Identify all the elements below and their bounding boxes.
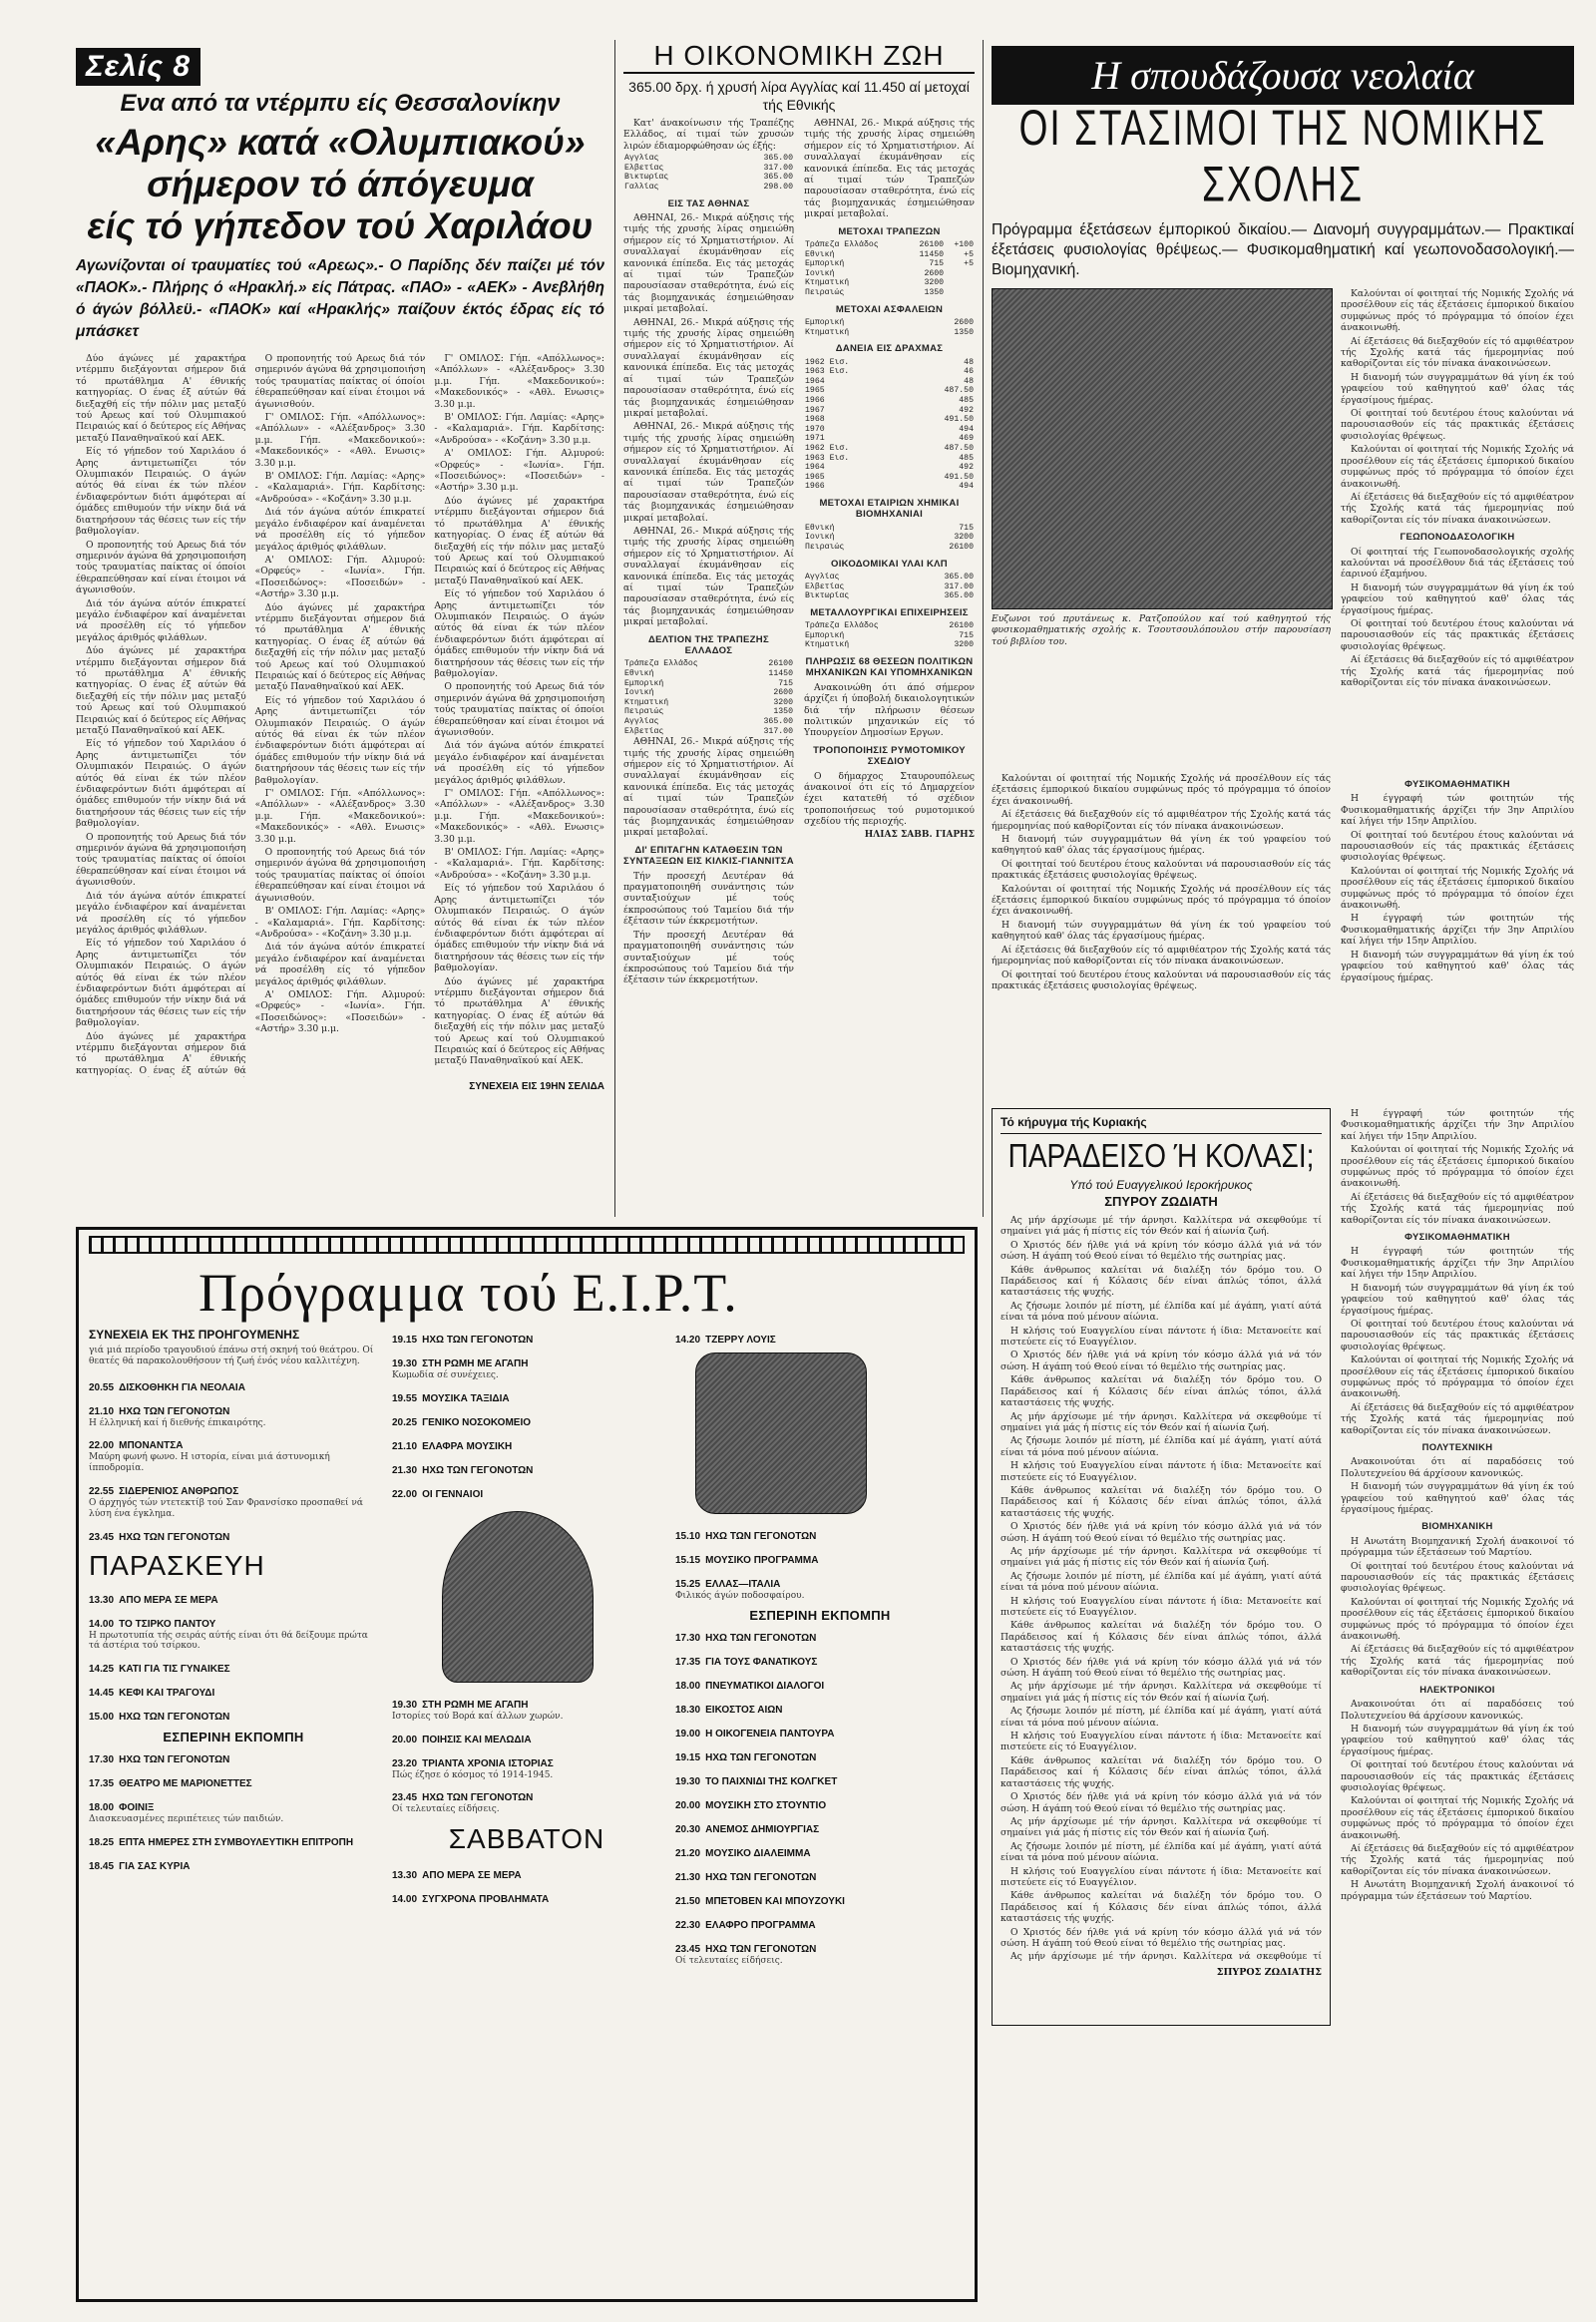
program-item: 19.30 ΣΤΗ ΡΩΜΗ ΜΕ ΑΓΑΠΗ Ιστορίες τού Βορά καί άλλων χωρών. — [392, 1699, 564, 1722]
youth-subhead: ΒΙΟΜΗΧΑΝΙΚΗ — [1421, 1521, 1493, 1533]
jobs-title: ΠΛΗΡΩΣΙΣ 68 ΘΕΣΕΩΝ ΠΟΛΙΤΙΚΩΝ ΜΗΧΑΝΙΚΩΝ ΚΑΙ ΥΠΟΜΗΧΑΝΙΚΩΝ — [805, 655, 974, 679]
youth-paragraph: Καλούνται οί φοιτηταί τής Νομικής Σχολής νά προσέλθουν είς τάς έξετάσεις έμπορικού δικαίου συμφώνως πρός τό πρόγραμμα τό όποίον έχει άνακοινωθή. — [1341, 288, 1574, 334]
economy-title: Η ΟΙΚΟΝΟΜΙΚΗ ΖΩΗ — [623, 40, 975, 74]
sports-paragraph: Ο προπονητής τού Αρεως διά τόν σημερινόν άγώνα θά χρησιμοποιήση τούς τραυματίας παίκτας οί όποίοι έθεραπεύθησαν καί είναι έτοιμοι νά άγωνισθούν. — [434, 681, 604, 738]
jobs-text: Ανακοινώθη ότι άπό σήμερον άρχίζει ή ύποβολή δικαιολογητικών διά τήν πλήρωσιν θέσεων πολιτικών μηχανικών είς τό Υπουργείον Δημοσίων Εργων. — [804, 681, 975, 739]
sermon-kicker: Τό κήρυγμα τής Κυριακής — [1000, 1115, 1322, 1134]
sermon-title: ΠΑΡΑΔΕΙΣΟ Ή ΚΟΛΑΣΙ; — [1007, 1136, 1315, 1174]
athens-head: ΕΙΣ ΤΑΣ ΑΘΗΝΑΣ — [667, 197, 750, 209]
issues-head: ΔΕΛΤΙΟΝ ΤΗΣ ΤΡΑΠΕΖΗΣ ΕΛΛΑΔΟΣ — [648, 633, 769, 657]
eirt-continued: ΣΥΝΕΧΕΙΑ ΕΚ ΤΗΣ ΠΡΟΗΓΟΥΜΕΝΗΣ — [89, 1328, 300, 1342]
plan-text: Ο δήμαρχος Σταυρουπόλεως άνακοινοί ότι είς τό Δημαρχείον έχει κατατεθή τό σχέδιον τροποποιήσεως τού ρυμοτομικού σχεδίου τής περιοχής. — [804, 770, 975, 828]
eirt-title: Πρόγραμμα τού Ε.Ι.Ρ.Τ. — [199, 1263, 738, 1323]
youth-section: Η σπουδάζουσα νεολαία ΟΙ ΣΤΑΣΙΜΟΙ ΤΗΣ ΝΟΜΙΚΗΣ ΣΧΟΛΗΣ Πρόγραμμα έξετάσεων έμπορικού δικαίου.— Διανομή συγγραμμάτων.— Πρακτικαί έξετάσεις φυσιολογίας θρέψεως.— Φυσικομαθηματική καί γεωπονοδασολογική.— Βιομηχανική. Ευζωνοι τού πρυτάνεως κ. Ρατζοπούλου καί τού καθηγητού τής φυσικομαθηματικής σχολής κ. Τσουτσουλόπουλου στήν παρουσίαση τού βιβλίου του. Καλούνται οί φοιτηταί τής Νομικής Σχολής νά προσέλθουν είς τάς έξετάσεις έμπορικού δικαίου συμφώνως πρός τό πρόγραμμα τό όποίον έχει άνακοινωθή. Αί έξετάσεις θά διεξαχθούν είς τό αμφιθέατρον τής Σχολής κατά τάς ήμερομηνίας πού καθορίζονται είς τόν πίνακα άνακοινώσεων. Η διανομή τών συγγραμμάτων θά γίνη έκ τού γραφείου τού καθηγητού καθ' όλας τάς έργασίμους ήμέρας. Οί φοιτηταί τού δευτέρου έτους καλούνται νά παρουσιασθούν είς τάς πρακτικάς έξετάσεις φυσιολογίας θρέψεως. Καλούνται οί φοιτηταί τής Νομικής Σχολής νά προσέλθουν είς τάς έξετάσεις έμπορικού δικαίου συμφώνως πρός τό πρόγραμμα τό όποίον έχει άνακοινωθή. Αί έξετάσεις θά διεξαχθούν είς τό αμφιθέατρον τής Σχολής κατά τάς ήμερομηνίας πού καθορίζονται είς τόν πίνακα άνακοινώσεων. ΓΕΩΠΟΝΟΔΑΣΟΛΟΓΙΚΗ Οί φοιτηταί τής Γεωπονοδασολογικής σχολής καλούνται νά προσέλθουν διά τάς έξετάσεις τού έαρινού έξαμήνου. Η διανομή τών συγγραμμάτων θά γίνη έκ τού γραφείου τού καθηγητού καθ' όλας τάς έργασίμους ήμέρας. Οί φοιτηταί τού δευτέρου έτους καλούνται νά παρουσιασθούν είς τάς πρακτικάς έξετάσεις φυσιολογίας θρέψεως. Αί έξετάσεις θά διεξαχθούν είς τό αμφιθέατρον τής Σχολής κατά τάς ήμερομηνίας πού καθορίζονται είς τόν πίνακα άνακοινώσεων. Καλούνται οί φοιτηταί τής Νομικής Σχολής νά προσέλθουν είς τάς έξετάσεις έμπορικού δικαίου συμφώνως πρός τό πρόγραμμα τό όποίον έχει άνακοινωθή. Αί έξετάσεις θά διεξαχθούν είς τό αμφιθέατρον τής Σχολής κατά τάς ήμερομηνίας πού καθορίζονται είς τόν πίνακα άνακοινώσεων. Η διανομή τών συγγραμμάτων θά γίνη έκ τού γραφείου τού καθηγητού καθ' όλας τάς έργασίμους ήμέρας. Οί φοιτηταί τού δευτέρου έτους καλούνται νά παρουσιασθούν είς τάς πρακτικάς έξετάσεις φυσιολογίας θρέψεως. Καλούνται οί φοιτηταί τής Νομικής Σχολής νά προσέλθουν είς τάς έξετάσεις έμπορικού δικαίου συμφώνως πρός τό πρόγραμμα τό όποίον έχει άνακοινωθή. Η διανομή τών συγγραμμάτων θά γίνη έκ τού γραφείου τού καθηγητού καθ' όλας τάς έργασίμους ήμέρας. Αί έξετάσεις θά διεξαχθούν είς τό αμφιθέατρον τής Σχολής κατά τάς ήμερομηνίας πού καθορίζονται είς τόν πίνακα άνακοινώσεων. Οί φοιτηταί τού δευτέρου έτους καλούνται νά παρουσιασθούν είς τάς πρακτικάς έξετάσεις φυσιολογίας θρέψεως. ΦΥΣΙΚΟΜΑΘΗΜΑΤΙΚΗ Η έγγραφή τών φοιτητών τής Φυσικομαθηματικής άρχίζει τήν 3ην Απριλίου καί λήγει τήν 15ην Απριλίου. Οί φοιτηταί τού δευτέρου έτους καλούνται νά παρουσιασθούν είς τάς πρακτικάς έξετάσεις φυσιολογίας θρέψεως. Καλούνται οί φοιτηταί τής Νομικής Σχολής νά προσέλθουν είς τάς έξετάσεις έμπορικού δικαίου συμφώνως πρός τό πρόγραμμα τό όποίον έχει άνακοινωθή. Η έγγραφή τών φοιτητών τής Φυσικομαθηματικής άρχίζει τήν 3ην Απριλίου καί λήγει τήν 15ην Απριλίου. Η διανομή τών συγγραμμάτων θά γίνη έκ τού γραφείου τού καθηγητού καθ' όλας τάς έργασίμους ήμέρας. Τό κήρυγμα τής Κυριακής ΠΑΡΑΔΕΙΣΟ Ή ΚΟΛΑΣΙ; Υπό τού Ευαγγελικού Ιεροκήρυκος ΣΠΥΡΟΥ ΖΩΔΙΑΤΗ Ας μήν άρχίσωμε μέ τήν άρνησι. Καλλίτερα νά σκεφθούμε τί σημαίνει γιά μάς ή πίστις είς τόν Θεόν καί ή αίωνία ζωή. Ο Χριστός δέν ήλθε γιά νά κρίνη τόν κόσμο άλλά γιά νά τόν σώση. Η άγάπη τού Θεού είναι τό θεμέλιο τής σωτηρίας μας. Κάθε άνθρωπος καλείται νά διαλέξη τόν δρόμο του. Ο Παράδεισος καί ή Κόλασις δέν είναι άπλώς τόποι, άλλά καταστάσεις τής ψυχής. Ας ζήσωμε λοιπόν μέ πίστη, μέ έλπίδα καί μέ άγάπη, γιατί αύτά είναι τά μόνα πού μένουν αίώνια. Η κλήσις τού Ευαγγελίου είναι πάντοτε ή ίδια: Μετανοείτε καί πιστεύετε είς τό Ευαγγέλιον. Ο Χριστός δέν ήλθε γιά νά κρίνη τόν κόσμο άλλά γιά νά τόν σώση. Η άγάπη τού Θεού είναι τό θεμέλιο τής σωτηρίας μας. Κάθε άνθρωπος καλείται νά διαλέξη τόν δρόμο του. Ο Παράδεισος καί ή Κόλασις δέν είναι άπλώς τόποι, άλλά καταστάσεις τής ψυχής. Ας μήν άρχίσωμε μέ τήν άρνησι. Καλλίτερα νά σκεφθούμε τί σημαίνει γιά μάς ή πίστις είς τόν Θεόν καί ή αίωνία ζωή. Ας ζήσωμε λοιπόν μέ πίστη, μέ έλπίδα καί μέ άγάπη, γιατί αύτά είναι τά μόνα πού μένουν αίώνια. Η κλήσις τού Ευαγγελίου είναι πάντοτε ή ίδια: Μετανοείτε καί πιστεύετε είς τό Ευαγγέλιον. Κάθε άνθρωπος καλείται νά διαλέξη τόν δρόμο του. Ο Παράδεισος καί ή Κόλασις δέν είναι άπλώς τόποι, άλλά καταστάσεις τής ψυχής. Ο Χριστός δέν ήλθε γιά νά κρίνη τόν κόσμο άλλά γιά νά τόν σώση. Η άγάπη τού Θεού είναι τό θεμέλιο τής σωτηρίας μας. Ας μήν άρχίσωμε μέ τήν άρνησι. Καλλίτερα νά σκεφθούμε τί σημαίνει γιά μάς ή πίστις είς τόν Θεόν καί ή αίωνία ζωή. Ας ζήσωμε λοιπόν μέ πίστη, μέ έλπίδα καί μέ άγάπη, γιατί αύτά είναι τά μόνα πού μένουν αίώνια. Η κλήσις τού Ευαγγελίου είναι πάντοτε ή ίδια: Μετανοείτε καί πιστεύετε είς τό Ευαγγέλιον. Κάθε άνθρωπος καλείται νά διαλέξη τόν δρόμο του. Ο Παράδεισος καί ή Κόλασις δέν είναι άπλώς τόποι, άλλά καταστάσεις τής ψυχής. Ο Χριστός δέν ήλθε γιά νά κρίνη τόν κόσμο άλλά γιά νά τόν σώση. Η άγάπη τού Θεού είναι τό θεμέλιο τής σωτηρίας μας. Ας μήν άρχίσωμε μέ τήν άρνησι. Καλλίτερα νά σκεφθούμε τί σημαίνει γιά μάς ή πίστις είς τόν Θεόν καί ή αίωνία ζωή. Ας ζήσωμε λοιπόν μέ πίστη, μέ έλπίδα καί μέ άγάπη, γιατί αύτά είναι τά μόνα πού μένουν αίώνια. Η κλήσις τού Ευαγγελίου είναι πάντοτε ή ίδια: Μετανοείτε καί πιστεύετε είς τό Ευαγγέλιον. Κάθε άνθρωπος καλείται νά διαλέξη τόν δρόμο του. Ο Παράδεισος καί ή Κόλασις δέν είναι άπλώς τόποι, άλλά καταστάσεις τής ψυχής. Ο Χριστός δέν ήλθε γιά νά κρίνη τόν κόσμο άλλά γιά νά τόν σώση. Η άγάπη τού Θεού είναι τό θεμέλιο τής σωτηρίας μας. Ας μήν άρχίσωμε μέ τήν άρνησι. Καλλίτερα νά σκεφθούμε τί σημαίνει γιά μάς ή πίστις είς τόν Θεόν καί ή αίωνία ζωή. Ας ζήσωμε λοιπόν μέ πίστη, μέ έλπίδα καί μέ άγάπη, γιατί αύτά είναι τά μόνα πού μένουν αίώνια. Η κλήσις τού Ευαγγελίου είναι πάντοτε ή ίδια: Μετανοείτε καί πιστεύετε είς τό Ευαγγέλιον. Κάθε άνθρωπος καλείται νά διαλέξη τόν δρόμο του. Ο Παράδεισος καί ή Κόλασις δέν είναι άπλώς τόποι, άλλά καταστάσεις τής ψυχής. Ο Χριστός δέν ήλθε γιά νά κρίνη τόν κόσμο άλλά γιά νά τόν σώση. Η άγάπη τού Θεού είναι τό θεμέλιο τής σωτηρίας μας. Ας μήν άρχίσωμε μέ τήν άρνησι. Καλλίτερα νά σκεφθούμε τί ΣΠΥΡΟΣ ΖΩΔΙΑΤΗΣ Η έγγραφή τών φοιτητών τής Φυσικομαθηματικής άρχίζει τήν 3ην Απριλίου καί λήγει τήν 15ην Απριλίου. Καλούνται οί φοιτηταί τής Νομικής Σχολής νά προσέλθουν είς τάς έξετάσεις έμπορικού δικαίου συμφώνως πρός τό πρόγραμμα τό όποίον έχει άνακοινωθή. Αί έξετάσεις θά διεξαχθούν είς τό αμφιθέατρον τής Σχολής κατά τάς ήμερομηνίας πού καθορίζονται είς τόν πίνακα άνακοινώσεων. ΦΥΣΙΚΟΜΑΘΗΜΑΤΙΚΗ Η έγγραφή τών φοιτητών τής Φυσικομαθηματικής άρχίζει τήν 3ην Απριλίου καί λήγει τήν 15ην Απριλίου. Η διανομή τών συγγραμμάτων θά γίνη έκ τού γραφείου τού καθηγητού καθ' όλας τάς έργασίμους ήμέρας. Οί φοιτηταί τού δευτέρου έτους καλούνται νά παρουσιασθούν είς τάς πρακτικάς έξετάσεις φυσιολογίας θρέψεως. Καλούνται οί φοιτηταί τής Νομικής Σχολής νά προσέλθουν είς τάς έξετάσεις έμπορικού δικαίου συμφώνως πρός τό πρόγραμμα τό όποίον έχει άνακοινωθή. Αί έξετάσεις θά διεξαχθούν είς τό αμφιθέατρον τής Σχολής κατά τάς ήμερομηνίας πού καθορίζονται είς τόν πίνακα άνακοινώσεων. ΠΟΛΥΤΕΧΝΙΚΗ Ανακοινούται ότι αί παραδόσεις τού Πολυτεχνείου θά άρχίσουν κανονικώς. Η διανομή τών συγγραμμάτων θά γίνη έκ τού γραφείου τού καθηγητού καθ' όλας τάς έργασίμους ήμέρας. ΒΙΟΜΗΧΑΝΙΚΗ Η Ανωτάτη Βιομηχανική Σχολή άνακοινοί τό πρόγραμμα τών έξετάσεων τού Μαρτίου. Οί φοιτηταί τού δευτέρου έτους καλούνται νά παρουσιασθούν είς τάς πρακτικάς έξετάσεις φυσιολογίας θρέψεως. Καλούνται οί φοιτηταί τής Νομικής Σχολής νά προσέλθουν είς τάς έξετάσεις έμπορικού δικαίου συμφώνως πρός τό πρόγραμμα τό όποίον έχει άνακοινωθή. Αί έξετάσεις θά διεξαχθούν είς τό αμφιθέατρον τής Σχολής κατά τάς ήμερομηνίας πού καθορίζονται είς τόν πίνακα άνακοινώσεων. ΗΛΕΚΤΡΟΝΙΚΟΙ Ανακοινούται ότι αί παραδόσεις τού Πολυτεχνείου θά άρχίσουν κανονικώς. Η διανομή τών συγγραμμάτων θά γίνη έκ τού γραφείου τού καθηγητού καθ' όλας τάς έργασίμους ήμέρας. Οί φοιτηταί τού δευτέρου έτους καλούνται νά παρουσιασθούν είς τάς πρακτικάς έξετάσεις φυσιολογίας θρέψεως. Καλούνται οί φοιτηταί τής Νομικής Σχολής νά προσέλθουν είς τάς έξετάσεις έμπορικού δικαίου συμφώνως πρός τό πρόγραμμα τό όποίον έχει άνακοινωθή. Αί έξετάσεις θά διεξαχθούν είς τό αμφιθέατρον τής Σχολής κατά τάς ήμερομηνίας πού καθορίζονται είς τόν πίνακα άνακοινώσεων. Η Ανωτάτη Βιομηχανική Σχολή άνακοινοί τό πρόγραμμα τών έξετάσεων τού Μαρτίου. — [992, 46, 1574, 2026]
sports-group: Α' ΟΜΙΛΟΣ: Γήπ. Αλμυρού: «Ορφεύς» - «Ιωνία». Γήπ. «Ποσειδώνος»: «Ποσειδών» - «Αστήρ» 3.30 μ.μ. — [254, 988, 426, 1035]
sports-group: Α' ΟΜΙΛΟΣ: Γήπ. Αλμυρού: «Ορφεύς» - «Ιωνία». Γήπ. «Ποσειδώνος»: «Ποσειδών» - «Αστήρ» 3.30 μ.μ. — [434, 448, 604, 494]
sermon-paragraph: Ας ζήσωμε λοιπόν μέ πίστη, μέ έλπίδα καί μέ άγάπη, γιατί αύτά είναι τά μόνα πού μένουν αίώνια. — [1000, 1300, 1322, 1324]
sermon-signature: ΣΠΥΡΟΣ ΖΩΔΙΑΤΗΣ — [1216, 1967, 1322, 1978]
youth-paragraph: Οί φοιτηταί τού δευτέρου έτους καλούνται νά παρουσιασθούν είς τάς πρακτικάς έξετάσεις φυσιολογίας θρέψεως. — [1341, 408, 1574, 442]
soldier-photo — [442, 1511, 594, 1683]
banks-head: ΜΕΤΟΧΑΙ ΤΡΑΠΕΖΩΝ — [838, 225, 941, 237]
program-item: 22.00 ΜΠΟΝΑΝΤΣΑ Μαύρη φωνή φωνο. Η ιστορία, είναι μιά άστυνομική ίπποδρομία. — [89, 1440, 330, 1474]
program-item: 15.25 ΕΛΛΑΣ—ΙΤΑΛΙΑ Φιλικός άγών ποδοσφαίρου. — [675, 1579, 805, 1601]
youth-paragraph: Η διανομή τών συγγραμμάτων θά γίνη έκ τού γραφείου τού καθηγητού καθ' όλας τάς έργασίμους ήμέρας. — [1341, 371, 1574, 406]
sports-group: Β' ΟΜΙΛΟΣ: Γήπ. Λαμίας: «Αρης» - «Καλαμαριά». Γήπ. Καρδίτσης: «Ανδρούσα» - «Κοζάνη» 3.30 μ.μ. — [434, 847, 604, 881]
chem-head: ΜΕΤΟΧΑΙ ΕΤΑΙΡΙΩΝ ΧΗΜΙΚΑΙ ΒΙΟΜΗΧΑΝΙΑΙ — [819, 497, 960, 521]
youth-subhead: ΦΥΣΙΚΟΜΑΘΗΜΑΤΙΚΗ — [1404, 1232, 1510, 1244]
sports-section — [76, 0, 604, 1092]
sermon-byline: Υπό τού Ευαγγελικού Ιεροκήρυκος — [1069, 1178, 1253, 1192]
sports-group: Γ' ΟΜΙΛΟΣ: Γήπ. «Απόλλωνος»: «Απόλλων» - «Αλέξανδρος» 3.30 μ.μ. Γήπ. «Μακεδονικού»: «Μακεδονικός» - «Αθλ. Ενωσις» 3.30 μ.μ. — [254, 788, 426, 845]
program-item: 22.55 ΣΙΔΕΡΕΝΙΟΣ ΑΝΘΡΩΠΟΣ Ο άρχηγός τών ντετεκτίβ τού Σαν Φρανσίσκο προσπαθεί νά λύση ένα έγκλημα. — [89, 1485, 363, 1519]
sports-paragraph: Δύο άγώνες μέ χαρακτήρα ντέρμπυ διεξάγονται σήμερον διά τό πρωτάθλημα Α' έθνικής κατηγορίας. Ο ένας έξ αύτών θά διεξαχθή είς τήν πόλιν μας μεταξύ τού Αρεως καί τού Ολυμπιακού Πειραιώς καί ό δεύτερος είς Αθήνας μεταξύ Παναθηναϊκού καί ΑΕΚ. — [76, 353, 246, 444]
program-item: 13.30 ΑΠΟ ΜΕΡΑ ΣΕ ΜΕΡΑ — [89, 1594, 218, 1606]
program-item: 18.25 ΕΠΤΑ ΗΜΕΡΕΣ ΣΤΗ ΣΥΜΒΟΥΛΕΥΤΙΚΗ ΕΠΙΤΡΟΠΗ — [89, 1836, 354, 1848]
sports-paragraph: Είς τό γήπεδον τού Χαριλάου ό Αρης άντιμετωπίζει τόν Ολυμπιακόν Πειραιώς. Ο άγών αύτός θά είναι έκ τών πλέον ένδιαφερόντων διότι άμφότεραι αί όμάδες επιθυμούν τήν νίκην διά νά διατηρήσουν τάς θέσεις των είς τήν βαθμολογίαν. — [76, 446, 246, 538]
program-item: 19.30 ΤΟ ΠΑΙΧΝΙΔΙ ΤΗΣ ΚΟΛΓΚΕΤ — [675, 1775, 838, 1787]
youth-paragraph: Καλούνται οί φοιτηταί τής Νομικής Σχολής νά προσέλθουν είς τάς έξετάσεις έμπορικού δικαίου συμφώνως πρός τό πρόγραμμα τό όποίον έχει άνακοινωθή. — [1341, 444, 1574, 490]
program-item: 18.00 ΠΝΕΥΜΑΤΙΚΟΙ ΔΙΑΛΟΓΟΙ — [675, 1680, 825, 1692]
program-item: 23.45 ΗΧΩ ΤΩΝ ΓΕΓΟΝΟΤΩΝ Οί τελευταίες είδήσεις. — [675, 1943, 817, 1966]
evening-head: ΕΣΠΕΡΙΝΗ ΕΚΠΟΜΠΗ — [749, 1607, 891, 1623]
youth-banner: Η σπουδάζουσα νεολαία — [992, 46, 1574, 105]
program-item: 14.20 ΤΖΕΡΡΥ ΛΟΥΙΣ — [675, 1335, 776, 1346]
sports-paragraph: Διά τόν άγώνα αύτόν έπικρατεί μεγάλο ένδιαφέρον καί άναμένεται νά προσέλθη είς τό γήπεδον μεγάλος άριθμός φιλάθλων. — [76, 890, 246, 936]
loans-head: ΔΑΝΕΙΑ ΕΙΣ ΔΡΑΧΜΑΣ — [835, 343, 944, 355]
headline-line-1: «Αρης» κατά «Ολυμπιακού» — [95, 122, 586, 163]
program-item: 19.00 Η ΟΙΚΟΓΕΝΕΙΑ ΠΑΝΤΟΥΡΑ — [675, 1728, 835, 1740]
notice-text: Τήν προσεχή Δευτέραν θά πραγματοποιηθή συνάντησις τών συνταξιούχων μέ τούς έκπροσώπους τού Ταμείου διά τήν έξέτασιν τών έκκρεμοτήτων. — [623, 870, 794, 928]
sports-paragraph: Ο προπονητής τού Αρεως διά τόν σημερινόν άγώνα θά χρησιμοποιήση τούς τραυματίας παίκτας οί όποίοι έθεραπεύθησαν καί είναι έτοιμοι νά άγωνισθούν. — [76, 539, 246, 596]
program-item: 14.00 ΣΥΓΧΡΟΝΑ ΠΡΟΒΛΗΜΑΤΑ — [392, 1894, 550, 1906]
sports-paragraph: Δύο άγώνες μέ χαρακτήρα ντέρμπυ διεξάγονται σήμερον διά τό πρωτάθλημα Α' έθνικής κατηγορίας. Ο ένας έξ αύτών θά διεξαχθή είς τήν πόλιν μας μεταξύ τού Αρεως καί τού Ολυμπιακού Πειραιώς καί ό δεύτερος είς Αθήνας μεταξύ Παναθηναϊκού καί ΑΕΚ. — [76, 645, 246, 736]
economy-subtitle: 365.00 δρχ. ή χρυσή λίρα Αγγλίας καί 11.450 αί μετοχαί τής Εθνικής — [628, 79, 970, 113]
program-item: 19.15 ΗΧΩ ΤΩΝ ΓΕΓΟΝΟΤΩΝ — [392, 1335, 534, 1346]
program-item: 21.10 ΗΧΩ ΤΩΝ ΓΕΓΟΝΟΤΩΝ Η έλληνική καί ή διεθνής έπικαιρότης. — [89, 1405, 266, 1428]
youth-deck: Πρόγραμμα έξετάσεων έμπορικού δικαίου.— Διανομή συγγραμμάτων.— Πρακτικαί έξετάσεις φυσιολογίας θρέψεως.— Φυσικομαθηματική καί γεωπονοδασολογική.— Βιομηχανική. — [992, 221, 1574, 278]
photo-caption: Ευζωνοι τού πρυτάνεως κ. Ρατζοπούλου καί τού καθηγητού τής φυσικομαθηματικής σχολής κ. Τσουτσουλόπουλου στήν παρουσίαση τού βιβλίου του. — [992, 613, 1331, 647]
program-item: 14.45 ΚΕΦΙ ΚΑΙ ΤΡΑΓΟΥΔΙ — [89, 1688, 215, 1700]
sports-headline — [76, 122, 604, 247]
sports-paragraph: Διά τόν άγώνα αύτόν έπικρατεί μεγάλο ένδιαφέρον καί άναμένεται νά προσέλθη είς τό γήπεδον μεγάλος άριθμός φιλάθλων. — [254, 942, 426, 987]
sermon-paragraph: Η κλήσις τού Ευαγγελίου είναι πάντοτε ή ίδια: Μετανοείτε καί πιστεύετε είς τό Ευαγγέλιον. — [1000, 1325, 1322, 1349]
program-item: 15.15 ΜΟΥΣΙΚΟ ΠΡΟΓΡΑΜΜΑ — [675, 1555, 819, 1566]
athens-text: ΑΘΗΝΑΙ, 26.- Μικρά αύξησις τής τιμής τής χρυσής λίρας σημειώθη σήμερον είς τό Χρηματιστήριον. Αί συναλλαγαί έκυμάνθησαν είς κανονικά έπίπεδα. Εις τάς μετοχάς αί τιμαί τών Τραπεζών παρουσίασαν σταθερότητα, ένώ είς τάς βιομηχανικάς έσημειώθησαν μικραί μεταβολαί. — [623, 212, 794, 315]
program-item: 17.30 ΗΧΩ ΤΩΝ ΓΕΓΟΝΟΤΩΝ — [675, 1632, 817, 1644]
program-item: 23.45 ΗΧΩ ΤΩΝ ΓΕΓΟΝΟΤΩΝ Οί τελευταίες είδήσεις. — [392, 1792, 534, 1815]
program-item: 23.45 ΗΧΩ ΤΩΝ ΓΕΓΟΝΟΤΩΝ — [89, 1531, 230, 1543]
sports-paragraph: Ο προπονητής τού Αρεως διά τόν σημερινόν άγώνα θά χρησιμοποιήση τούς τραυματίας παίκτας οί όποίοι έθεραπεύθησαν καί είναι έτοιμοι νά άγωνισθούν. — [254, 847, 426, 904]
sports-kicker: Ενα από τα ντέρμπυ είς Θεσσαλονίκην — [120, 90, 561, 117]
program-item: 20.25 ΓΕΝΙΚΟ ΝΟΣΟΚΟΜΕΙΟ — [392, 1416, 532, 1428]
program-item: 14.00 ΤΟ ΤΣΙΡΚΟ ΠΑΝΤΟΥ Η πρωτοτυπία τής σειράς αύτής είναι ότι θά δείξουμε πρώτα τά άστέρια τού τσίρκου. — [89, 1618, 368, 1652]
sports-paragraph: Δύο άγώνες μέ χαρακτήρα ντέρμπυ διεξάγονται σήμερον διά τό πρωτάθλημα Α' έθνικής κατηγορίας. Ο ένας έξ αύτών θά διεξαχθή είς τήν πόλιν μας μεταξύ τού Αρεως καί τού Ολυμπιακού Πειραιώς καί ό δεύτερος είς Αθήνας μεταξύ Παναθηναϊκού καί ΑΕΚ. — [434, 975, 604, 1067]
program-item: 21.20 ΜΟΥΣΙΚΟ ΔΙΑΛΕΙΜΜΑ — [675, 1847, 811, 1859]
sports-paragraph: Ο προπονητής τού Αρεως διά τόν σημερινόν άγώνα θά χρησιμοποιήση τούς τραυματίας παίκτας οί όποίοι έθεραπεύθησαν καί είναι έτοιμοι νά άγωνισθούν. — [254, 353, 426, 410]
sports-deck: Αγωνίζονται οί τραυματίες τού «Αρεως».- Ο Παρίδης δέν παίζει μέ τόν «ΠΑΟΚ».- Πλήρης ό «Ηρακλή.» είς Πάτρας. «ΠΑΟ» - «ΑΕΚ» - Ανεβλήθη ό άγών βόλλεϋ.- «ΠΑΟΚ» καί «Ηρακλής» παίζουν έκτός έδρας είς τό μπάσκετ — [76, 257, 604, 340]
sports-group: Α' ΟΜΙΛΟΣ: Γήπ. Αλμυρού: «Ορφεύς» - «Ιωνία». Γήπ. «Ποσειδώνος»: «Ποσειδών» - «Αστήρ» 3.30 μ.μ. — [254, 554, 426, 600]
day-friday: ΠΑΡΑΣΚΕΥΗ — [89, 1549, 265, 1581]
plan-title: ΤΡΟΠΟΠΟΙΗΣΙΣ ΡΥΜΟΤΟΜΙΚΟΥ ΣΧΕΔΙΟΥ — [813, 744, 966, 768]
program-item: 22.30 ΕΛΑΦΡΟ ΠΡΟΓΡΑΜΜΑ — [675, 1919, 816, 1931]
youth-paragraph: Αί έξετάσεις θά διεξαχθούν είς τό αμφιθέατρον τής Σχολής κατά τάς ήμερομηνίας πού καθορίζονται είς τόν πίνακα άνακοινώσεων. — [1341, 335, 1574, 370]
youth-subhead: ΠΟΛΥΤΕΧΝΙΚΗ — [1421, 1441, 1493, 1453]
sports-group: Β' ΟΜΙΛΟΣ: Γήπ. Λαμίας: «Αρης» - «Καλαμαριά». Γήπ. Καρδίτσης: «Ανδρούσα» - «Κοζάνη» 3.30 μ.μ. — [434, 412, 604, 446]
sports-paragraph: Δύο άγώνες μέ χαρακτήρα ντέρμπυ διεξάγονται σήμερον διά τό πρωτάθλημα Α' έθνικής κατηγορίας. Ο ένας έξ αύτών θά — [76, 1030, 246, 1076]
youth-subhead: ΓΕΩΠΟΝΟΔΑΣΟΛΟΓΙΚΗ — [1399, 532, 1515, 544]
sermon-paragraph: Ο Χριστός δέν ήλθε γιά νά κρίνη τόν κόσμο άλλά γιά νά τόν σώση. Η άγάπη τού Θεού είναι τό θεμέλιο τής σωτηρίας μας. — [1000, 1239, 1322, 1263]
program-item: 19.15 ΗΧΩ ΤΩΝ ΓΕΓΟΝΟΤΩΝ — [675, 1751, 817, 1763]
sports-paragraph: Είς τό γήπεδον τού Χαριλάου ό Αρης άντιμετωπίζει τόν Ολυμπιακόν Πειραιώς. Ο άγών αύτός θά είναι έκ τών πλέον ένδιαφερόντων διότι άμφότεραι αί όμάδες επιθυμούν τήν νίκην διά νά διατηρήσουν τάς θέσεις των είς τήν βαθμολογίαν. — [76, 738, 246, 830]
sports-paragraph: Είς τό γήπεδον τού Χαριλάου ό Αρης άντιμετωπίζει τόν Ολυμπιακόν Πειραιώς. Ο άγών αύτός θά είναι έκ τών πλέον ένδιαφερόντων διότι άμφότεραι αί όμάδες επιθυμούν τήν νίκην διά νά διατηρήσουν τάς θέσεις των είς τήν βαθμολογίαν. — [254, 694, 426, 786]
program-item: 14.25 ΚΑΤΙ ΓΙΑ ΤΙΣ ΓΥΝΑΙΚΕΣ — [89, 1664, 230, 1676]
sports-paragraph: Είς τό γήπεδον τού Χαριλάου ό Αρης άντιμετωπίζει τόν Ολυμπιακόν Πειραιώς. Ο άγών αύτός θά είναι έκ τών πλέον ένδιαφερόντων διότι άμφότεραι αί όμάδες επιθυμούν τήν νίκην διά νά διατηρήσουν τάς θέσεις των είς τήν βαθμολογίαν. — [76, 938, 246, 1029]
sports-group: Γ' ΟΜΙΛΟΣ: Γήπ. «Απόλλωνος»: «Απόλλων» - «Αλέξανδρος» 3.30 μ.μ. Γήπ. «Μακεδονικού»: «Μακεδονικός» - «Αθλ. Ενωσις» 3.30 μ.μ. — [434, 353, 604, 410]
program-item: 15.00 ΗΧΩ ΤΩΝ ΓΕΓΟΝΟΤΩΝ — [89, 1712, 230, 1724]
insurance-head: ΜΕΤΟΧΑΙ ΑΣΦΑΛΕΙΩΝ — [835, 303, 944, 315]
issues-table: Τράπεζα Ελλάδος 26100 Εθνική 11450 Εμπορική 715 Ιονική 2600 Κτηματική 3200 Πειραιώς 1350 Αγγλίας 365.00 Ελβετίας 317.00 — [624, 659, 793, 736]
program-item: 20.00 ΠΟΙΗΣΙΣ ΚΑΙ ΜΕΛΩΔΙΑ — [392, 1734, 532, 1745]
sermon-paragraph: Κάθε άνθρωπος καλείται νά διαλέξη τόν δρόμο του. Ο Παράδεισος καί ή Κόλασις δέν είναι άπλώς τόποι, άλλά καταστάσεις τής ψυχής. — [1000, 1264, 1322, 1299]
day-saturday: ΣΑΒΒΑΤΟΝ — [448, 1823, 605, 1855]
sports-paragraph: Ο προπονητής τού Αρεως διά τόν σημερινόν άγώνα θά χρησιμοποιήση τούς τραυματίας παίκτας οί όποίοι έθεραπεύθησαν καί είναι έτοιμοι νά άγωνισθούν. — [76, 831, 246, 889]
sports-body — [76, 353, 604, 1077]
program-item: 15.10 ΗΧΩ ΤΩΝ ΓΕΓΟΝΟΤΩΝ — [675, 1531, 817, 1542]
sports-paragraph: Δύο άγώνες μέ χαρακτήρα ντέρμπυ διεξάγονται σήμερον διά τό πρωτάθλημα Α' έθνικής κατηγορίας. Ο ένας έξ αύτών θά διεξαχθή είς τήν πόλιν μας μεταξύ τού Αρεως καί τού Ολυμπιακού Πειραιώς καί ό δεύτερος είς Αθήνας μεταξύ Παναθηναϊκού καί ΑΕΚ. — [254, 601, 426, 693]
program-item: 21.30 ΗΧΩ ΤΩΝ ΓΕΓΟΝΟΤΩΝ — [675, 1871, 817, 1883]
program-item: 21.10 ΕΛΑΦΡΑ ΜΟΥΣΙΚΗ — [392, 1440, 513, 1452]
program-item: 13.30 ΑΠΟ ΜΕΡΑ ΣΕ ΜΕΡΑ — [392, 1870, 522, 1882]
program-item: 21.50 ΜΠΕΤΟΒΕΝ ΚΑΙ ΜΠΟΥΖΟΥΚΙ — [675, 1895, 845, 1907]
plan-signature: ΗΛΙΑΣ ΣΑΒΒ. ΓΙΑΡΗΣ — [864, 829, 975, 840]
sports-paragraph: Διά τόν άγώνα αύτόν έπικρατεί μεγάλο ένδιαφέρον καί άναμένεται νά προσέλθη είς τό γήπεδον μεγάλος άριθμός φιλάθλων. — [254, 507, 426, 553]
greek-key-border — [89, 1236, 965, 1254]
headline-line-3: είς τό γήπεδον τού Χαριλάου — [87, 205, 594, 246]
program-item: 19.30 ΣΤΗ ΡΩΜΗ ΜΕ ΑΓΑΠΗ Κωμωδία σέ συνέχειες. — [392, 1358, 529, 1380]
sports-paragraph: Δύο άγώνες μέ χαρακτήρα ντέρμπυ διεξάγονται σήμερον διά τό πρωτάθλημα Α' έθνικής κατηγορίας. Ο ένας έξ αύτών θά διεξαχθή είς τήν πόλιν μας μεταξύ τού Αρεως καί τού Ολυμπιακού Πειραιώς καί ό δεύτερος είς Αθήνας μεταξύ Παναθηναϊκού καί ΑΕΚ. — [434, 495, 604, 586]
program-item: 22.00 ΟΙ ΓΕΝΝΑΙΟΙ — [392, 1488, 484, 1500]
program-item: 17.35 ΓΙΑ ΤΟΥΣ ΦΑΝΑΤΙΚΟΥΣ — [675, 1656, 818, 1668]
youth-photo — [992, 288, 1333, 609]
banks-table: Τράπεζα Ελλάδος 26100 +100 Εθνική 11450 +5 Εμπορική 715 +5 Ιονική 2600 Κτηματική 3200 Πειραιώς 1350 — [805, 240, 974, 298]
program-item: 17.35 ΘΕΑΤΡΟ ΜΕ ΜΑΡΙΟΝΕΤΤΕΣ — [89, 1778, 252, 1790]
sports-group: Γ' ΟΜΙΛΟΣ: Γήπ. «Απόλλωνος»: «Απόλλων» - «Αλέξανδρος» 3.30 μ.μ. Γήπ. «Μακεδονικού»: «Μακεδονικός» - «Αθλ. Ενωσις» 3.30 μ.μ. — [434, 788, 604, 845]
program-item: 20.00 ΜΟΥΣΙΚΗ ΣΤΟ ΣΤΟΥΝΤΙΟ — [675, 1799, 827, 1811]
economy-intro: Κατ' άνακοίνωσιν τής Τραπέζης Ελλάδος, αί τιμαί τών χρυσών λιρών έδιαμορφώθησαν ώς έξής: — [623, 118, 794, 152]
page-number-tag: Σελίς 8 — [76, 48, 200, 86]
program-item: 18.45 ΓΙΑ ΣΑΣ ΚΥΡΙΑ — [89, 1860, 191, 1872]
loans-table: 1962 Εισ. 48 1963 Εισ. 46 1964 48 1965 487.50 1966 485 1967 492 1968 491.50 1970 494 1971 469 1962 Εισ. 487.50 1963 Εισ. 485 1964 492 1965 491.50 1966 494 — [805, 357, 974, 492]
sports-group: Β' ΟΜΙΛΟΣ: Γήπ. Λαμίας: «Αρης» - «Καλαμαριά». Γήπ. Καρδίτσης: «Ανδρούσα» - «Κοζάνη» 3.30 μ.μ. — [254, 906, 426, 940]
sports-group: Γ' ΟΜΙΛΟΣ: Γήπ. «Απόλλωνος»: «Απόλλων» - «Αλέξανδρος» 3.30 μ.μ. Γήπ. «Μακεδονικού»: «Μακεδονικός» - «Αθλ. Ενωσις» 3.30 μ.μ. — [254, 412, 426, 469]
program-item: 21.30 ΗΧΩ ΤΩΝ ΓΕΓΟΝΟΤΩΝ — [392, 1464, 534, 1476]
sermon-paragraph: Ας μήν άρχίσωμε μέ τήν άρνησι. Καλλίτερα νά σκεφθούμε τί σημαίνει γιά μάς ή πίστις είς τόν Θεόν καί ή αίωνία ζωή. — [1000, 1215, 1322, 1238]
sports-group: Β' ΟΜΙΛΟΣ: Γήπ. Λαμίας: «Αρης» - «Καλαμαριά». Γήπ. Καρδίτσης: «Ανδρούσα» - «Κοζάνη» 3.30 μ.μ. — [254, 471, 426, 505]
headline-line-2: σήμερον τό άπόγευμα — [147, 164, 534, 204]
evening-head: ΕΣΠΕΡΙΝΗ ΕΚΠΟΜΠΗ — [163, 1730, 304, 1745]
program-item: 20.55 ΔΙΣΚΟΘΗΚΗ ΓΙΑ ΝΕΟΛΑΙΑ — [89, 1381, 245, 1393]
program-item: 23.20 ΤΡΙΑΝΤΑ ΧΡΟΝΙΑ ΙΣΤΟΡΙΑΣ Πώς έζησε ό κόσμος τό 1914-1945. — [392, 1757, 554, 1780]
food-head: ΟΙΚΟΔΟΜΙΚΑΙ ΥΛΑΙ ΚΛΠ — [831, 558, 948, 570]
economy-section: Η ΟΙΚΟΝΟΜΙΚΗ ΖΩΗ 365.00 δρχ. ή χρυσή λίρα Αγγλίας καί 11.450 αί μετοχαί τής Εθνικής Κατ' άνακοίνωσιν τής Τραπέζης Ελλάδος, αί τιμαί τών χρυσών λιρών έδιαμορφώθησαν ώς έξής: Αγγλίας 365.00 Ελβετίας 317.00 Βικτωρίας 365.00 Γαλλίας 298.00 ΕΙΣ ΤΑΣ ΑΘΗΝΑΣ ΑΘΗΝΑΙ, 26.- Μικρά αύξησις τής τιμής τής χρυσής λίρας σημειώθη σήμερον είς τό Χρηματιστήριον. Αί συναλλαγαί έκυμάνθησαν είς κανονικά έπίπεδα. Εις τάς μετοχάς αί τιμαί τών Τραπεζών παρουσίασαν σταθερότητα, ένώ είς τάς βιομηχανικάς έσημειώθησαν μικραί μεταβολαί. ΑΘΗΝΑΙ, 26.- Μικρά αύξησις τής τιμής τής χρυσής λίρας σημειώθη σήμερον είς τό Χρηματιστήριον. Αί συναλλαγαί έκυμάνθησαν είς κανονικά έπίπεδα. Εις τάς μετοχάς αί τιμαί τών Τραπεζών παρουσίασαν σταθερότητα, ένώ είς τάς βιομηχανικάς έσημειώθησαν μικραί μεταβολαί. ΑΘΗΝΑΙ, 26.- Μικρά αύξησις τής τιμής τής χρυσής λίρας σημειώθη σήμερον είς τό Χρηματιστήριον. Αί συναλλαγαί έκυμάνθησαν είς κανονικά έπίπεδα. Εις τάς μετοχάς αί τιμαί τών Τραπεζών παρουσίασαν σταθερότητα, ένώ είς τάς βιομηχανικάς έσημειώθησαν μικραί μεταβολαί. ΑΘΗΝΑΙ, 26.- Μικρά αύξησις τής τιμής τής χρυσής λίρας σημειώθη σήμερον είς τό Χρηματιστήριον. Αί συναλλαγαί έκυμάνθησαν είς κανονικά έπίπεδα. Εις τάς μετοχάς αί τιμαί τών Τραπεζών παρουσίασαν σταθερότητα, ένώ είς τάς βιομηχανικάς έσημειώθησαν μικραί μεταβολαί. ΔΕΛΤΙΟΝ ΤΗΣ ΤΡΑΠΕΖΗΣ ΕΛΛΑΔΟΣ Τράπεζα Ελλάδος 26100 Εθνική 11450 Εμπορική 715 Ιονική 2600 Κτηματική 3200 Πειραιώς 1350 Αγγλίας 365.00 Ελβετίας 317.00 ΑΘΗΝΑΙ, 26.- Μικρά αύξησις τής τιμής τής χρυσής λίρας σημειώθη σήμερον είς τό Χρηματιστήριον. Αί συναλλαγαί έκυμάνθησαν είς κανονικά έπίπεδα. Εις τάς μετοχάς αί τιμαί τών Τραπεζών παρουσίασαν σταθερότητα, ένώ είς τάς βιομηχανικάς έσημειώθησαν μικραί μεταβολαί. ΔΙ' ΕΠΙΤΑΓΗΝ ΚΑΤΑΘΕΣΙΝ ΤΩΝ ΣΥΝΤΑΞΕΩΝ ΕΙΣ ΚΙΛΚΙΣ-ΓΙΑΝΝΙΤΣΑ Τήν προσεχή Δευτέραν θά πραγματοποιηθή συνάντησις τών συνταξιούχων μέ τούς έκπροσώπους τού Ταμείου διά τήν έξέτασιν τών έκκρεμοτήτων. Τήν προσεχή Δευτέραν θά πραγματοποιηθή συνάντησις τών συνταξιούχων μέ τούς έκπροσώπους τού Ταμείου διά τήν έξέτασιν τών έκκρεμοτήτων. ΑΘΗΝΑΙ, 26.- Μικρά αύξησις τής τιμής τής χρυσής λίρας σημειώθη σήμερον είς τό Χρηματιστήριον. Αί συναλλαγαί έκυμάνθησαν είς κανονικά έπίπεδα. Εις τάς μετοχάς αί τιμαί τών Τραπεζών παρουσίασαν σταθερότητα, ένώ είς τάς βιομηχανικάς έσημειώθησαν μικραί μεταβολαί. ΜΕΤΟΧΑΙ ΤΡΑΠΕΖΩΝ Τράπεζα Ελλάδος 26100 +100 Εθνική 11450 +5 Εμπορική 715 +5 Ιονική 2600 Κτηματική 3200 Πειραιώς 1350 ΜΕΤΟΧΑΙ ΑΣΦΑΛΕΙΩΝ Εμπορική 2600 Κτηματική 1350 ΔΑΝΕΙΑ ΕΙΣ ΔΡΑΧΜΑΣ 1962 Εισ. 48 1963 Εισ. 46 1964 48 1965 487.50 1966 485 1967 492 1968 491.50 1970 494 1971 469 1962 Εισ. 487.50 1963 Εισ. 485 1964 492 1965 491.50 1966 494 ΜΕΤΟΧΑΙ ΕΤΑΙΡΙΩΝ ΧΗΜΙΚΑΙ ΒΙΟΜΗΧΑΝΙΑΙ Εθνική 715 Ιονική 3200 Πειραιώς 26100 ΟΙΚΟΔΟΜΙΚΑΙ ΥΛΑΙ ΚΛΠ Αγγλίας 365.00 Ελβετίας 317.00 Βικτωρίας 365.00 ΜΕΤΑΛΛΟΥΡΓΙΚΑΙ ΕΠΙΧΕΙΡΗΣΕΙΣ Τράπεζα Ελλάδος 26100 Εμπορική 715 Κτηματική 3200 ΠΛΗΡΩΣΙΣ 68 ΘΕΣΕΩΝ ΠΟΛΙΤΙΚΩΝ ΜΗΧΑΝΙΚΩΝ ΚΑΙ ΥΠΟΜΗΧΑΝΙΚΩΝ Ανακοινώθη ότι άπό σήμερον άρχίζει ή ύποβολή δικαιολογητικών διά τήν πλήρωσιν θέσεων πολιτικών μηχανικών είς τό Υπουργείον Δημοσίων Εργων. ΤΡΟΠΟΠΟΙΗΣΙΣ ΡΥΜΟΤΟΜΙΚΟΥ ΣΧΕΔΙΟΥ Ο δήμαρχος Σταυρουπόλεως άνακοινοί ότι είς τό Δημαρχείον έχει κατατεθή τό σχέδιον τροποποιήσεως τού ρυμοτομικού σχεδίου τής περιοχής. ΗΛΙΑΣ ΣΑΒΒ. ΓΙΑΡΗΣ — [614, 40, 984, 1217]
notice-title: ΔΙ' ΕΠΙΤΑΓΗΝ ΚΑΤΑΘΕΣΙΝ ΤΩΝ ΣΥΝΤΑΞΕΩΝ ΕΙΣ ΚΙΛΚΙΣ-ΓΙΑΝΝΙΤΣΑ — [623, 844, 794, 868]
program-item: 20.30 ΑΝΕΜΟΣ ΔΗΜΙΟΥΡΓΙΑΣ — [675, 1823, 820, 1835]
program-item: 17.30 ΗΧΩ ΤΩΝ ΓΕΓΟΝΟΤΩΝ — [89, 1754, 230, 1766]
sermon-author: ΣΠΥΡΟΥ ΖΩΔΙΑΤΗ — [1104, 1194, 1218, 1209]
program-item: 19.55 ΜΟΥΣΙΚΑ ΤΑΞΙΔΙΑ — [392, 1392, 510, 1404]
sports-paragraph: Είς τό γήπεδον τού Χαριλάου ό Αρης άντιμετωπίζει τόν Ολυμπιακόν Πειραιώς. Ο άγών αύτός θά είναι έκ τών πλέον ένδιαφερόντων διότι άμφότεραι αί όμάδες επιθυμούν τήν νίκην διά νά διατηρήσουν τάς θέσεις των είς τήν βαθμολογίαν. — [434, 588, 604, 679]
metal-head: ΜΕΤΑΛΛΟΥΡΓΙΚΑΙ ΕΠΙΧΕΙΡΗΣΕΙΣ — [810, 606, 969, 618]
sports-paragraph: Είς τό γήπεδον τού Χαριλάου ό Αρης άντιμετωπίζει τόν Ολυμπιακόν Πειραιώς. Ο άγών αύτός θά είναι έκ τών πλέον ένδιαφερόντων διότι άμφότεραι αί όμάδες επιθυμούν τήν νίκην διά νά διατηρήσουν τάς θέσεις των είς τήν βαθμολογίαν. — [434, 883, 604, 974]
program-item: 18.30 ΕΙΚΟΣΤΟΣ ΑΙΩΝ — [675, 1704, 783, 1716]
sports-paragraph: Διά τόν άγώνα αύτόν έπικρατεί μεγάλο ένδιαφέρον καί άναμένεται νά προσέλθη είς τό γήπεδον μεγάλος άριθμός φιλάθλων. — [76, 597, 246, 643]
eirt-program-box: Πρόγραμμα τού Ε.Ι.Ρ.Τ. ΣΥΝΕΧΕΙΑ ΕΚ ΤΗΣ ΠΡΟΗΓΟΥΜΕΝΗΣ γιά μιά περίοδο τραγουδιού έπάνω στή σκηνή τού θεάτρου. Οί θεατές θά παρακολουθήσουν τή ζωή ένός νέου καλλιτέχνη. 20.55 ΔΙΣΚΟΘΗΚΗ ΓΙΑ ΝΕΟΛΑΙΑ 21.10 ΗΧΩ ΤΩΝ ΓΕΓΟΝΟΤΩΝ Η έλληνική καί ή διεθνής έπικαιρότης. 22.00 ΜΠΟΝΑΝΤΣΑ Μαύρη φωνή φωνο. Η ιστορία, είναι μιά άστυνομική ίπποδρομία. 22.55 ΣΙΔΕΡΕΝΙΟΣ ΑΝΘΡΩΠΟΣ Ο άρχηγός τών ντετεκτίβ τού Σαν Φρανσίσκο προσπαθεί νά λύση ένα έγκλημα. 23.45 ΗΧΩ ΤΩΝ ΓΕΓΟΝΟΤΩΝ ΠΑΡΑΣΚΕΥΗ 13.30 ΑΠΟ ΜΕΡΑ ΣΕ ΜΕΡΑ 14.00 ΤΟ ΤΣΙΡΚΟ ΠΑΝΤΟΥ Η πρωτοτυπία τής σειράς αύτής είναι ότι θά δείξουμε πρώτα τά άστέρια τού τσίρκου. 14.25 ΚΑΤΙ ΓΙΑ ΤΙΣ ΓΥΝΑΙΚΕΣ 14.45 ΚΕΦΙ ΚΑΙ ΤΡΑΓΟΥΔΙ 15.00 ΗΧΩ ΤΩΝ ΓΕΓΟΝΟΤΩΝ ΕΣΠΕΡΙΝΗ ΕΚΠΟΜΠΗ 17.30 ΗΧΩ ΤΩΝ ΓΕΓΟΝΟΤΩΝ 17.35 ΘΕΑΤΡΟ ΜΕ ΜΑΡΙΟΝΕΤΤΕΣ 18.00 ΦΟΙΝΙΞ Διασκευασμένες περιπέτειες τών παιδιών. 18.25 ΕΠΤΑ ΗΜΕΡΕΣ ΣΤΗ ΣΥΜΒΟΥΛΕΥΤΙΚΗ ΕΠΙΤΡΟΠΗ 18.45 ΓΙΑ ΣΑΣ ΚΥΡΙΑ 19.15 ΗΧΩ ΤΩΝ ΓΕΓΟΝΟΤΩΝ 19.30 ΣΤΗ ΡΩΜΗ ΜΕ ΑΓΑΠΗ Κωμωδία σέ συνέχειες. 19.55 ΜΟΥΣΙΚΑ ΤΑΞΙΔΙΑ 20.25 ΓΕΝΙΚΟ ΝΟΣΟΚΟΜΕΙΟ 21.10 ΕΛΑΦΡΑ ΜΟΥΣΙΚΗ 21.30 ΗΧΩ ΤΩΝ ΓΕΓΟΝΟΤΩΝ 22.00 ΟΙ ΓΕΝΝΑΙΟΙ 19.30 ΣΤΗ ΡΩΜΗ ΜΕ ΑΓΑΠΗ Ιστορίες τού Βορά καί άλλων χωρών. 20.00 ΠΟΙΗΣΙΣ ΚΑΙ ΜΕΛΩΔΙΑ 23.20 ΤΡΙΑΝΤΑ ΧΡΟΝΙΑ ΙΣΤΟΡΙΑΣ Πώς έζησε ό κόσμος τό 1914-1945. 23.45 ΗΧΩ ΤΩΝ ΓΕΓΟΝΟΤΩΝ Οί τελευταίες είδήσεις. ΣΑΒΒΑΤΟΝ 13.30 ΑΠΟ ΜΕΡΑ ΣΕ ΜΕΡΑ 14.00 ΣΥΓΧΡΟΝΑ ΠΡΟΒΛΗΜΑΤΑ 14.20 ΤΖΕΡΡΥ ΛΟΥΙΣ 15.10 ΗΧΩ ΤΩΝ ΓΕΓΟΝΟΤΩΝ 15.15 ΜΟΥΣΙΚΟ ΠΡΟΓΡΑΜΜΑ 15.25 ΕΛΛΑΣ—ΙΤΑΛΙΑ Φιλικός άγών ποδοσφαίρου. ΕΣΠΕΡΙΝΗ ΕΚΠΟΜΠΗ 17.30 ΗΧΩ ΤΩΝ ΓΕΓΟΝΟΤΩΝ 17.35 ΓΙΑ ΤΟΥΣ ΦΑΝΑΤΙΚΟΥΣ 18.00 ΠΝΕΥΜΑΤΙΚΟΙ ΔΙΑΛΟΓΟΙ 18.30 ΕΙΚΟΣΤΟΣ ΑΙΩΝ 19.00 Η ΟΙΚΟΓΕΝΕΙΑ ΠΑΝΤΟΥΡΑ 19.15 ΗΧΩ ΤΩΝ ΓΕΓΟΝΟΤΩΝ 19.30 ΤΟ ΠΑΙΧΝΙΔΙ ΤΗΣ ΚΟΛΓΚΕΤ 20.00 ΜΟΥΣΙΚΗ ΣΤΟ ΣΤΟΥΝΤΙΟ 20.30 ΑΝΕΜΟΣ ΔΗΜΙΟΥΡΓΙΑΣ 21.20 ΜΟΥΣΙΚΟ ΔΙΑΛΕΙΜΜΑ 21.30 ΗΧΩ ΤΩΝ ΓΕΓΟΝΟΤΩΝ 21.50 ΜΠΕΤΟΒΕΝ ΚΑΙ ΜΠΟΥΖΟΥΚΙ 22.30 ΕΛΑΦΡΟ ΠΡΟΓΡΑΜΜΑ 23.45 ΗΧΩ ΤΩΝ ΓΕΓΟΝΟΤΩΝ Οί τελευταίες είδήσεις. — [76, 1227, 978, 2302]
gold-table: Αγγλίας 365.00 Ελβετίας 317.00 Βικτωρίας 365.00 Γαλλίας 298.00 — [624, 154, 793, 192]
sports-paragraph: Διά τόν άγώνα αύτόν έπικρατεί μεγάλο ένδιαφέρον καί άναμένεται νά προσέλθη είς τό γήπεδον μεγάλος άριθμός φιλάθλων. — [434, 740, 604, 786]
youth-subhead: ΗΛΕΚΤΡΟΝΙΚΟΙ — [1419, 1684, 1495, 1696]
tv-still-photo — [695, 1353, 867, 1514]
youth-paragraph: Αί έξετάσεις θά διεξαχθούν είς τό αμφιθέατρον τής Σχολής κατά τάς ήμερομηνίας πού καθορίζονται είς τόν πίνακα άνακοινώσεων. — [1341, 491, 1574, 526]
sermon-box: Τό κήρυγμα τής Κυριακής ΠΑΡΑΔΕΙΣΟ Ή ΚΟΛΑΣΙ; Υπό τού Ευαγγελικού Ιεροκήρυκος ΣΠΥΡΟΥ ΖΩΔΙΑΤΗ Ας μήν άρχίσωμε μέ τήν άρνησι. Καλλίτερα νά σκεφθούμε τί σημαίνει γιά μάς ή πίστις είς τόν Θεόν καί ή αίωνία ζωή. Ο Χριστός δέν ήλθε γιά νά κρίνη τόν κόσμο άλλά γιά νά τόν σώση. Η άγάπη τού Θεού είναι τό θεμέλιο τής σωτηρίας μας. Κάθε άνθρωπος καλείται νά διαλέξη τόν δρόμο του. Ο Παράδεισος καί ή Κόλασις δέν είναι άπλώς τόποι, άλλά καταστάσεις τής ψυχής. Ας ζήσωμε λοιπόν μέ πίστη, μέ έλπίδα καί μέ άγάπη, γιατί αύτά είναι τά μόνα πού μένουν αίώνια. Η κλήσις τού Ευαγγελίου είναι πάντοτε ή ίδια: Μετανοείτε καί πιστεύετε είς τό Ευαγγέλιον. Ο Χριστός δέν ήλθε γιά νά κρίνη τόν κόσμο άλλά γιά νά τόν σώση. Η άγάπη τού Θεού είναι τό θεμέλιο τής σωτηρίας μας. Κάθε άνθρωπος καλείται νά διαλέξη τόν δρόμο του. Ο Παράδεισος καί ή Κόλασις δέν είναι άπλώς τόποι, άλλά καταστάσεις τής ψυχής. Ας μήν άρχίσωμε μέ τήν άρνησι. Καλλίτερα νά σκεφθούμε τί σημαίνει γιά μάς ή πίστις είς τόν Θεόν καί ή αίωνία ζωή. Ας ζήσωμε λοιπόν μέ πίστη, μέ έλπίδα καί μέ άγάπη, γιατί αύτά είναι τά μόνα πού μένουν αίώνια. Η κλήσις τού Ευαγγελίου είναι πάντοτε ή ίδια: Μετανοείτε καί πιστεύετε είς τό Ευαγγέλιον. Κάθε άνθρωπος καλείται νά διαλέξη τόν δρόμο του. Ο Παράδεισος καί ή Κόλασις δέν είναι άπλώς τόποι, άλλά καταστάσεις τής ψυχής. Ο Χριστός δέν ήλθε γιά νά κρίνη τόν κόσμο άλλά γιά νά τόν σώση. Η άγάπη τού Θεού είναι τό θεμέλιο τής σωτηρίας μας. Ας μήν άρχίσωμε μέ τήν άρνησι. Καλλίτερα νά σκεφθούμε τί σημαίνει γιά μάς ή πίστις είς τόν Θεόν καί ή αίωνία ζωή. Ας ζήσωμε λοιπόν μέ πίστη, μέ έλπίδα καί μέ άγάπη, γιατί αύτά είναι τά μόνα πού μένουν αίώνια. Η κλήσις τού Ευαγγελίου είναι πάντοτε ή ίδια: Μετανοείτε καί πιστεύετε είς τό Ευαγγέλιον. Κάθε άνθρωπος καλείται νά διαλέξη τόν δρόμο του. Ο Παράδεισος καί ή Κόλασις δέν είναι άπλώς τόποι, άλλά καταστάσεις τής ψυχής. Ο Χριστός δέν ήλθε γιά νά κρίνη τόν κόσμο άλλά γιά νά τόν σώση. Η άγάπη τού Θεού είναι τό θεμέλιο τής σωτηρίας μας. Ας μήν άρχίσωμε μέ τήν άρνησι. Καλλίτερα νά σκεφθούμε τί σημαίνει γιά μάς ή πίστις είς τόν Θεόν καί ή αίωνία ζωή. Ας ζήσωμε λοιπόν μέ πίστη, μέ έλπίδα καί μέ άγάπη, γιατί αύτά είναι τά μόνα πού μένουν αίώνια. Η κλήσις τού Ευαγγελίου είναι πάντοτε ή ίδια: Μετανοείτε καί πιστεύετε είς τό Ευαγγέλιον. Κάθε άνθρωπος καλείται νά διαλέξη τόν δρόμο του. Ο Παράδεισος καί ή Κόλασις δέν είναι άπλώς τόποι, άλλά καταστάσεις τής ψυχής. Ο Χριστός δέν ήλθε γιά νά κρίνη τόν κόσμο άλλά γιά νά τόν σώση. Η άγάπη τού Θεού είναι τό θεμέλιο τής σωτηρίας μας. Ας μήν άρχίσωμε μέ τήν άρνησι. Καλλίτερα νά σκεφθούμε τί σημαίνει γιά μάς ή πίστις είς τόν Θεόν καί ή αίωνία ζωή. Ας ζήσωμε λοιπόν μέ πίστη, μέ έλπίδα καί μέ άγάπη, γιατί αύτά είναι τά μόνα πού μένουν αίώνια. Η κλήσις τού Ευαγγελίου είναι πάντοτε ή ίδια: Μετανοείτε καί πιστεύετε είς τό Ευαγγέλιον. Κάθε άνθρωπος καλείται νά διαλέξη τόν δρόμο του. Ο Παράδεισος καί ή Κόλασις δέν είναι άπλώς τόποι, άλλά καταστάσεις τής ψυχής. Ο Χριστός δέν ήλθε γιά νά κρίνη τόν κόσμο άλλά γιά νά τόν σώση. Η άγάπη τού Θεού είναι τό θεμέλιο τής σωτηρίας μας. Ας μήν άρχίσωμε μέ τήν άρνησι. Καλλίτερα νά σκεφθούμε τί ΣΠΥΡΟΣ ΖΩΔΙΑΤΗΣ — [992, 1108, 1331, 2026]
youth-subhead: ΦΥΣΙΚΟΜΑΘΗΜΑΤΙΚΗ — [1404, 779, 1510, 790]
sports-continued: ΣΥΝΕΧΕΙΑ ΕΙΣ 19ΗΝ ΣΕΛΙΔΑ — [469, 1081, 604, 1092]
program-item: 18.00 ΦΟΙΝΙΞ Διασκευασμένες περιπέτειες τών παιδιών. — [89, 1802, 284, 1825]
youth-headline: ΟΙ ΣΤΑΣΙΜΟΙ ΤΗΣ ΝΟΜΙΚΗΣ ΣΧΟΛΗΣ — [1018, 100, 1547, 212]
